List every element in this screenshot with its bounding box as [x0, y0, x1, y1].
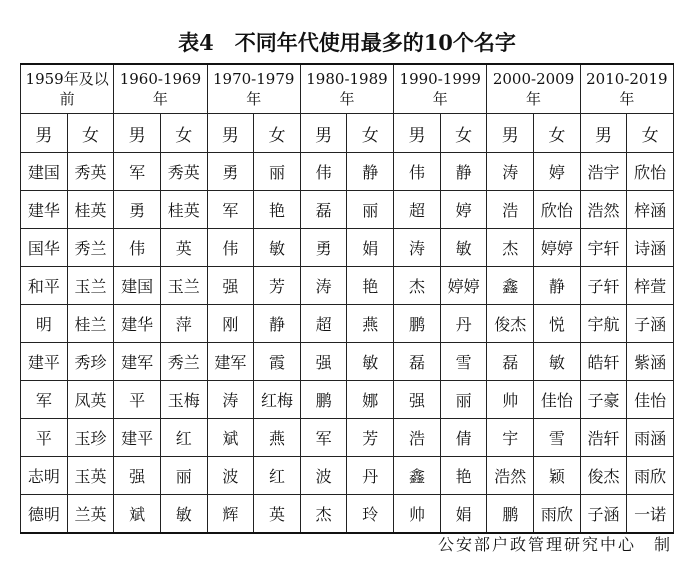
name-cell: 志明: [21, 457, 68, 495]
name-cell: 涛: [300, 267, 347, 305]
name-cell: 英: [160, 229, 207, 267]
name-cell: 建华: [21, 191, 68, 229]
name-cell: 倩: [440, 419, 487, 457]
name-cell: 艳: [347, 267, 394, 305]
decade-header: 2010-2019 年: [580, 64, 673, 114]
name-cell: 帅: [394, 495, 441, 534]
name-cell: 凤英: [67, 381, 114, 419]
name-cell: 辉: [207, 495, 254, 534]
name-cell: 德明: [21, 495, 68, 534]
name-cell: 艳: [254, 191, 301, 229]
name-cell: 伟: [114, 229, 161, 267]
table-row: [21, 191, 674, 229]
name-cell: 敏: [534, 343, 581, 381]
name-cell: 桂英: [67, 191, 114, 229]
name-cell: 浩然: [487, 457, 534, 495]
name-cell: 欣怡: [627, 153, 674, 191]
name-cell: 涛: [207, 381, 254, 419]
gender-male-header: 男: [207, 114, 254, 153]
table-row: [21, 267, 674, 305]
name-cell: 燕: [347, 305, 394, 343]
name-cell: 强: [300, 343, 347, 381]
gender-female-header: 女: [534, 114, 581, 153]
name-cell: 鹏: [394, 305, 441, 343]
name-cell: 佳怡: [627, 381, 674, 419]
name-cell: 浩宇: [580, 153, 627, 191]
name-cell: 国华: [21, 229, 68, 267]
name-cell: 梓萱: [627, 267, 674, 305]
name-cell: 英: [254, 495, 301, 534]
name-cell: 静: [254, 305, 301, 343]
name-cell: 军: [300, 419, 347, 457]
decade-header: 1980-1989 年: [300, 64, 393, 114]
name-cell: 浩: [487, 191, 534, 229]
gender-female-header: 女: [67, 114, 114, 153]
name-cell: 红梅: [254, 381, 301, 419]
name-cell: 霞: [254, 343, 301, 381]
name-cell: 雨欣: [627, 457, 674, 495]
name-cell: 雪: [440, 343, 487, 381]
table-row: [21, 229, 674, 267]
name-cell: 宇轩: [580, 229, 627, 267]
name-cell: 红: [160, 419, 207, 457]
name-cell: 敏: [347, 343, 394, 381]
name-cell: 鑫: [487, 267, 534, 305]
name-cell: 子轩: [580, 267, 627, 305]
name-cell: 军: [21, 381, 68, 419]
name-cell: 丹: [440, 305, 487, 343]
name-cell: 玉英: [67, 457, 114, 495]
name-cell: 丽: [160, 457, 207, 495]
name-cell: 颖: [534, 457, 581, 495]
name-cell: 玉梅: [160, 381, 207, 419]
name-cell: 玉兰: [67, 267, 114, 305]
name-cell: 军: [207, 191, 254, 229]
name-cell: 娟: [440, 495, 487, 534]
name-cell: 子豪: [580, 381, 627, 419]
name-cell: 鹏: [300, 381, 347, 419]
name-cell: 婷婷: [534, 229, 581, 267]
table-row: [21, 457, 674, 495]
name-cell: 秀珍: [67, 343, 114, 381]
decade-header: 2000-2009 年: [487, 64, 580, 114]
name-cell: 斌: [114, 495, 161, 534]
name-cell: 涛: [487, 153, 534, 191]
name-cell: 磊: [394, 343, 441, 381]
name-cell: 杰: [487, 229, 534, 267]
gender-male-header: 男: [394, 114, 441, 153]
name-cell: 浩: [394, 419, 441, 457]
name-cell: 芳: [254, 267, 301, 305]
name-cell: 和平: [21, 267, 68, 305]
name-cell: 敏: [440, 229, 487, 267]
name-cell: 秀兰: [67, 229, 114, 267]
name-cell: 建平: [114, 419, 161, 457]
name-cell: 萍: [160, 305, 207, 343]
name-cell: 宇航: [580, 305, 627, 343]
name-cell: 杰: [300, 495, 347, 534]
name-cell: 婷: [534, 153, 581, 191]
decade-header: 1990-1999 年: [394, 64, 487, 114]
gender-female-header: 女: [627, 114, 674, 153]
name-cell: 佳怡: [534, 381, 581, 419]
name-cell: 丹: [347, 457, 394, 495]
name-cell: 静: [534, 267, 581, 305]
name-cell: 斌: [207, 419, 254, 457]
name-cell: 兰英: [67, 495, 114, 534]
name-cell: 秀兰: [160, 343, 207, 381]
gender-female-header: 女: [440, 114, 487, 153]
decade-header: 1970-1979 年: [207, 64, 300, 114]
table-row: [21, 343, 674, 381]
name-cell: 军: [114, 153, 161, 191]
name-cell: 建华: [114, 305, 161, 343]
names-by-decade-table: [20, 63, 674, 534]
name-cell: 秀英: [160, 153, 207, 191]
name-cell: 宇: [487, 419, 534, 457]
decade-header: 1959年及以 前: [21, 64, 114, 114]
name-cell: 勇: [300, 229, 347, 267]
name-cell: 桂兰: [67, 305, 114, 343]
name-cell: 明: [21, 305, 68, 343]
name-cell: 诗涵: [627, 229, 674, 267]
name-cell: 敏: [254, 229, 301, 267]
table-row: [21, 419, 674, 457]
name-cell: 建平: [21, 343, 68, 381]
name-cell: 平: [21, 419, 68, 457]
name-cell: 娜: [347, 381, 394, 419]
gender-female-header: 女: [160, 114, 207, 153]
name-cell: 子涵: [627, 305, 674, 343]
name-cell: 浩轩: [580, 419, 627, 457]
name-cell: 俊杰: [487, 305, 534, 343]
name-cell: 勇: [114, 191, 161, 229]
name-cell: 秀英: [67, 153, 114, 191]
name-cell: 建军: [114, 343, 161, 381]
name-cell: 一诺: [627, 495, 674, 534]
name-cell: 玲: [347, 495, 394, 534]
name-cell: 俊杰: [580, 457, 627, 495]
gender-header-row: [21, 114, 674, 153]
source-credit: 公安部户政管理研究中心 制: [437, 535, 672, 554]
name-cell: 涛: [394, 229, 441, 267]
table-row: [21, 305, 674, 343]
table-row: [21, 153, 674, 191]
name-cell: 强: [394, 381, 441, 419]
name-cell: 紫涵: [627, 343, 674, 381]
table-title: 表4 不同年代使用最多的10个名字: [178, 30, 516, 55]
gender-male-header: 男: [21, 114, 68, 153]
name-cell: 浩然: [580, 191, 627, 229]
name-cell: 雪: [534, 419, 581, 457]
gender-female-header: 女: [254, 114, 301, 153]
name-cell: 超: [300, 305, 347, 343]
name-cell: 伟: [207, 229, 254, 267]
name-cell: 杰: [394, 267, 441, 305]
name-cell: 静: [347, 153, 394, 191]
name-cell: 欣怡: [534, 191, 581, 229]
gender-male-header: 男: [580, 114, 627, 153]
name-cell: 伟: [394, 153, 441, 191]
name-cell: 婷婷: [440, 267, 487, 305]
name-cell: 桂英: [160, 191, 207, 229]
name-cell: 勇: [207, 153, 254, 191]
name-cell: 皓轩: [580, 343, 627, 381]
gender-female-header: 女: [347, 114, 394, 153]
name-cell: 鑫: [394, 457, 441, 495]
name-cell: 玉珍: [67, 419, 114, 457]
name-cell: 芳: [347, 419, 394, 457]
name-cell: 静: [440, 153, 487, 191]
name-cell: 梓涵: [627, 191, 674, 229]
name-cell: 敏: [160, 495, 207, 534]
name-cell: 刚: [207, 305, 254, 343]
name-cell: 丽: [254, 153, 301, 191]
table-body: [21, 153, 674, 534]
decade-header-row: [21, 64, 674, 114]
name-cell: 磊: [300, 191, 347, 229]
name-cell: 艳: [440, 457, 487, 495]
name-cell: 磊: [487, 343, 534, 381]
table-row: [21, 381, 674, 419]
name-cell: 雨涵: [627, 419, 674, 457]
gender-male-header: 男: [300, 114, 347, 153]
name-cell: 建国: [114, 267, 161, 305]
gender-male-header: 男: [487, 114, 534, 153]
gender-male-header: 男: [114, 114, 161, 153]
name-cell: 平: [114, 381, 161, 419]
name-cell: 建军: [207, 343, 254, 381]
name-cell: 帅: [487, 381, 534, 419]
table-row: [21, 495, 674, 534]
name-cell: 波: [300, 457, 347, 495]
name-cell: 建国: [21, 153, 68, 191]
name-cell: 悦: [534, 305, 581, 343]
name-cell: 玉兰: [160, 267, 207, 305]
name-cell: 子涵: [580, 495, 627, 534]
name-cell: 婷: [440, 191, 487, 229]
name-cell: 鹏: [487, 495, 534, 534]
decade-header: 1960-1969 年: [114, 64, 207, 114]
name-cell: 娟: [347, 229, 394, 267]
name-cell: 丽: [440, 381, 487, 419]
name-cell: 雨欣: [534, 495, 581, 534]
name-cell: 红: [254, 457, 301, 495]
name-cell: 强: [207, 267, 254, 305]
name-cell: 强: [114, 457, 161, 495]
name-cell: 伟: [300, 153, 347, 191]
name-cell: 超: [394, 191, 441, 229]
name-cell: 燕: [254, 419, 301, 457]
name-cell: 丽: [347, 191, 394, 229]
name-cell: 波: [207, 457, 254, 495]
